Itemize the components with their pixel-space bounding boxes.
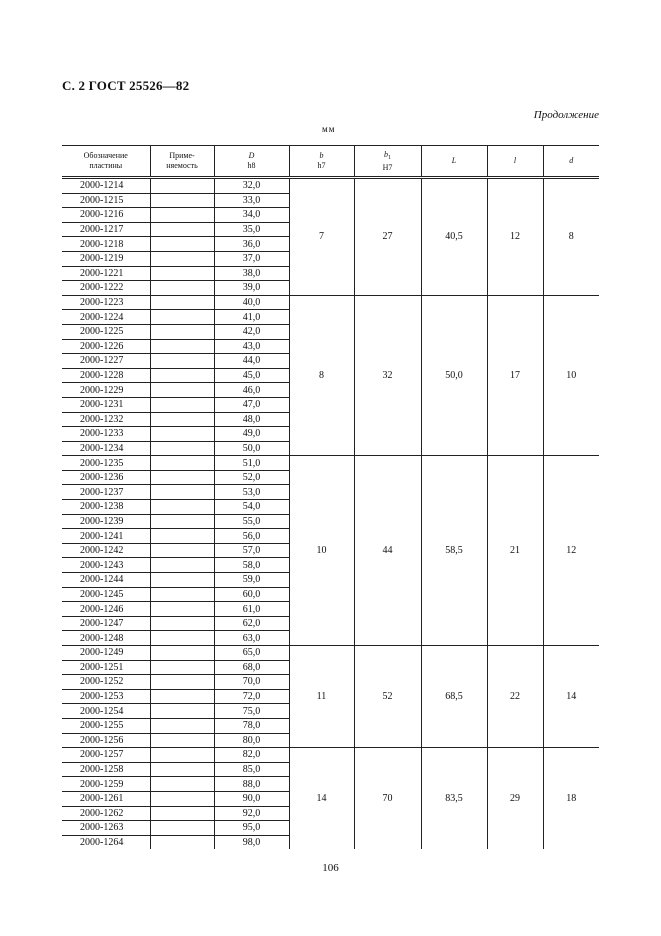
diameter-D-cell: 61,0 — [214, 602, 289, 617]
column-header-b — [289, 146, 354, 178]
plate-designation-cell: 2000-1226 — [62, 339, 150, 354]
diameter-D-cell: 41,0 — [214, 310, 289, 325]
applicability-cell — [150, 718, 214, 733]
group-d-cell: 10 — [543, 295, 599, 456]
applicability-cell — [150, 295, 214, 310]
diameter-D-cell: 88,0 — [214, 777, 289, 792]
applicability-cell — [150, 631, 214, 646]
column-header-tolerance: няемость — [166, 161, 198, 170]
applicability-cell — [150, 762, 214, 777]
plate-designation-cell: 2000-1248 — [62, 631, 150, 646]
applicability-cell — [150, 791, 214, 806]
diameter-D-cell: 43,0 — [214, 339, 289, 354]
plate-designation-cell: 2000-1214 — [62, 178, 150, 194]
plate-designation-cell: 2000-1245 — [62, 587, 150, 602]
group-l-cell: 21 — [487, 456, 543, 646]
diameter-D-cell: 75,0 — [214, 704, 289, 719]
group-b-cell: 7 — [289, 178, 354, 296]
applicability-cell — [150, 821, 214, 836]
diameter-D-cell: 45,0 — [214, 368, 289, 383]
plate-designation-cell: 2000-1238 — [62, 500, 150, 515]
diameter-D-cell: 51,0 — [214, 456, 289, 471]
plate-designation-cell: 2000-1228 — [62, 368, 150, 383]
plate-designation-cell: 2000-1257 — [62, 748, 150, 763]
applicability-cell — [150, 500, 214, 515]
continuation-label: Продолжение — [533, 109, 599, 121]
plate-designation-cell: 2000-1251 — [62, 660, 150, 675]
plate-designation-cell: 2000-1261 — [62, 791, 150, 806]
applicability-cell — [150, 573, 214, 588]
group-b1-cell: 70 — [354, 748, 421, 850]
group-L-cell: 50,0 — [421, 295, 487, 456]
diameter-D-cell: 56,0 — [214, 529, 289, 544]
column-header-d — [543, 146, 599, 178]
applicability-cell — [150, 806, 214, 821]
header-row — [62, 146, 599, 178]
diameter-D-cell: 50,0 — [214, 441, 289, 456]
diameter-D-cell: 49,0 — [214, 427, 289, 442]
plate-designation-cell: 2000-1229 — [62, 383, 150, 398]
plate-designation-cell: 2000-1218 — [62, 237, 150, 252]
diameter-D-cell: 58,0 — [214, 558, 289, 573]
applicability-cell — [150, 208, 214, 223]
diameter-D-cell: 72,0 — [214, 689, 289, 704]
applicability-cell — [150, 193, 214, 208]
diameter-D-cell: 95,0 — [214, 821, 289, 836]
group-b1-cell: 44 — [354, 456, 421, 646]
applicability-cell — [150, 427, 214, 442]
column-header-D — [214, 146, 289, 178]
plate-designation-cell: 2000-1247 — [62, 616, 150, 631]
group-l-cell: 29 — [487, 748, 543, 850]
plate-designation-cell: 2000-1256 — [62, 733, 150, 748]
column-header-tolerance: h8 — [247, 161, 256, 170]
diameter-D-cell: 65,0 — [214, 646, 289, 661]
plate-designation-cell: 2000-1231 — [62, 397, 150, 412]
group-b1-cell: 52 — [354, 646, 421, 748]
applicability-cell — [150, 237, 214, 252]
applicability-cell — [150, 470, 214, 485]
group-b-cell: 8 — [289, 295, 354, 456]
plate-designation-cell: 2000-1223 — [62, 295, 150, 310]
diameter-D-cell: 80,0 — [214, 733, 289, 748]
document-title: С. 2 ГОСТ 25526—82 — [62, 78, 190, 93]
table-row — [62, 178, 599, 194]
diameter-D-cell: 98,0 — [214, 835, 289, 849]
plate-designation-cell: 2000-1227 — [62, 354, 150, 369]
plate-designation-cell: 2000-1246 — [62, 602, 150, 617]
table-row — [62, 295, 599, 310]
applicability-cell — [150, 558, 214, 573]
plate-designation-cell: 2000-1222 — [62, 281, 150, 296]
applicability-cell — [150, 412, 214, 427]
column-header-symbol: l — [513, 156, 517, 165]
diameter-D-cell: 70,0 — [214, 675, 289, 690]
plate-designation-cell: 2000-1252 — [62, 675, 150, 690]
column-header-L — [421, 146, 487, 178]
group-l-cell: 12 — [487, 178, 543, 296]
diameter-D-cell: 42,0 — [214, 324, 289, 339]
plate-designation-cell: 2000-1232 — [62, 412, 150, 427]
group-L-cell: 40,5 — [421, 178, 487, 296]
plate-designation-cell: 2000-1241 — [62, 529, 150, 544]
column-header-b1 — [354, 146, 421, 178]
units-label: мм — [322, 124, 336, 134]
applicability-cell — [150, 251, 214, 266]
applicability-cell — [150, 310, 214, 325]
applicability-cell — [150, 441, 214, 456]
group-b-cell: 14 — [289, 748, 354, 850]
column-header-symbol: L — [451, 156, 457, 165]
applicability-cell — [150, 397, 214, 412]
diameter-D-cell: 47,0 — [214, 397, 289, 412]
group-d-cell: 12 — [543, 456, 599, 646]
diameter-D-cell: 52,0 — [214, 470, 289, 485]
group-d-cell: 8 — [543, 178, 599, 296]
diameter-D-cell: 39,0 — [214, 281, 289, 296]
plate-designation-cell: 2000-1217 — [62, 222, 150, 237]
table-row — [62, 646, 599, 661]
dimensions-table — [62, 145, 599, 849]
applicability-cell — [150, 266, 214, 281]
applicability-cell — [150, 777, 214, 792]
group-b-cell: 10 — [289, 456, 354, 646]
applicability-cell — [150, 485, 214, 500]
plate-designation-cell: 2000-1215 — [62, 193, 150, 208]
plate-designation-cell: 2000-1239 — [62, 514, 150, 529]
column-header-designation — [62, 146, 150, 178]
page-number: 106 — [322, 862, 339, 874]
diameter-D-cell: 35,0 — [214, 222, 289, 237]
plate-designation-cell: 2000-1233 — [62, 427, 150, 442]
applicability-cell — [150, 733, 214, 748]
diameter-D-cell: 40,0 — [214, 295, 289, 310]
diameter-D-cell: 78,0 — [214, 718, 289, 733]
column-header-applicability — [150, 146, 214, 178]
group-L-cell: 83,5 — [421, 748, 487, 850]
applicability-cell — [150, 324, 214, 339]
plate-designation-cell: 2000-1249 — [62, 646, 150, 661]
column-header-subscript: 1 — [388, 154, 391, 161]
diameter-D-cell: 46,0 — [214, 383, 289, 398]
diameter-D-cell: 34,0 — [214, 208, 289, 223]
column-header-tolerance: h7 — [317, 161, 326, 170]
diameter-D-cell: 54,0 — [214, 500, 289, 515]
plate-designation-cell: 2000-1219 — [62, 251, 150, 266]
plate-designation-cell: 2000-1243 — [62, 558, 150, 573]
applicability-cell — [150, 587, 214, 602]
plate-designation-cell: 2000-1216 — [62, 208, 150, 223]
group-l-cell: 17 — [487, 295, 543, 456]
diameter-D-cell: 48,0 — [214, 412, 289, 427]
applicability-cell — [150, 675, 214, 690]
diameter-D-cell: 62,0 — [214, 616, 289, 631]
diameter-D-cell: 60,0 — [214, 587, 289, 602]
table-row — [62, 456, 599, 471]
applicability-cell — [150, 748, 214, 763]
column-header-symbol: b — [319, 151, 324, 160]
column-header-tolerance: H7 — [382, 162, 393, 172]
group-b-cell: 11 — [289, 646, 354, 748]
applicability-cell — [150, 704, 214, 719]
diameter-D-cell: 82,0 — [214, 748, 289, 763]
applicability-cell — [150, 339, 214, 354]
diameter-D-cell: 53,0 — [214, 485, 289, 500]
column-header-symbol: D — [248, 151, 255, 160]
diameter-D-cell: 32,0 — [214, 178, 289, 194]
applicability-cell — [150, 354, 214, 369]
plate-designation-cell: 2000-1236 — [62, 470, 150, 485]
diameter-D-cell: 85,0 — [214, 762, 289, 777]
diameter-D-cell: 57,0 — [214, 543, 289, 558]
applicability-cell — [150, 602, 214, 617]
plate-designation-cell: 2000-1262 — [62, 806, 150, 821]
group-L-cell: 58,5 — [421, 456, 487, 646]
diameter-D-cell: 37,0 — [214, 251, 289, 266]
diameter-D-cell: 44,0 — [214, 354, 289, 369]
table-body — [62, 178, 599, 850]
plate-designation-cell: 2000-1258 — [62, 762, 150, 777]
diameter-D-cell: 36,0 — [214, 237, 289, 252]
applicability-cell — [150, 529, 214, 544]
plate-designation-cell: 2000-1259 — [62, 777, 150, 792]
plate-designation-cell: 2000-1244 — [62, 573, 150, 588]
diameter-D-cell: 33,0 — [214, 193, 289, 208]
group-d-cell: 14 — [543, 646, 599, 748]
group-b1-cell: 32 — [354, 295, 421, 456]
applicability-cell — [150, 514, 214, 529]
group-b1-cell: 27 — [354, 178, 421, 296]
diameter-D-cell: 92,0 — [214, 806, 289, 821]
plate-designation-cell: 2000-1264 — [80, 837, 124, 849]
group-d-cell: 18 — [543, 748, 599, 850]
diameter-D-cell: 63,0 — [214, 631, 289, 646]
plate-designation-cell: 2000-1235 — [62, 456, 150, 471]
applicability-cell — [150, 616, 214, 631]
plate-designation-cell: 2000-1224 — [62, 310, 150, 325]
plate-designation-cell: 2000-1253 — [62, 689, 150, 704]
diameter-D-cell: 38,0 — [214, 266, 289, 281]
column-header-symbol: Приме- — [169, 151, 195, 160]
table-row — [62, 748, 599, 763]
plate-designation-cell: 2000-1263 — [62, 821, 150, 836]
plate-designation-cell: 2000-1242 — [62, 543, 150, 558]
column-header-tolerance: пластины — [89, 161, 123, 170]
applicability-cell — [150, 222, 214, 237]
plate-designation-cell: 2000-1254 — [62, 704, 150, 719]
applicability-cell — [150, 383, 214, 398]
column-header-l — [487, 146, 543, 178]
group-l-cell: 22 — [487, 646, 543, 748]
applicability-cell — [150, 689, 214, 704]
plate-designation-cell: 2000-1237 — [62, 485, 150, 500]
plate-designation-cell: 2000-1234 — [62, 441, 150, 456]
group-L-cell: 68,5 — [421, 646, 487, 748]
applicability-cell — [150, 660, 214, 675]
diameter-D-cell: 55,0 — [214, 514, 289, 529]
column-header-symbol: Обозначение — [83, 151, 128, 160]
diameter-D-cell: 90,0 — [214, 791, 289, 806]
applicability-cell — [150, 835, 214, 849]
applicability-cell — [150, 543, 214, 558]
applicability-cell — [150, 281, 214, 296]
diameter-D-cell: 68,0 — [214, 660, 289, 675]
applicability-cell — [150, 368, 214, 383]
applicability-cell — [150, 178, 214, 194]
diameter-D-cell: 59,0 — [214, 573, 289, 588]
applicability-cell — [150, 646, 214, 661]
plate-designation-cell: 2000-1255 — [62, 718, 150, 733]
applicability-cell — [150, 456, 214, 471]
plate-designation-cell: 2000-1221 — [62, 266, 150, 281]
plate-designation-cell: 2000-1225 — [62, 324, 150, 339]
table-header — [62, 146, 599, 178]
column-header-symbol: b — [384, 149, 388, 159]
column-header-symbol: d — [569, 156, 574, 165]
